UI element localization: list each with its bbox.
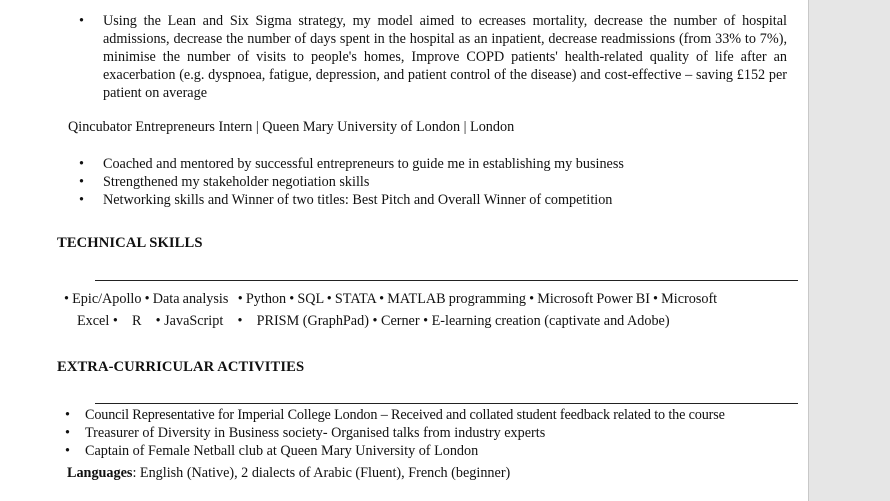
list-item: • Networking skills and Winner of two titles: Best Pitch and Overall Winner of competition [103, 191, 793, 209]
languages-value: : English (Native), 2 dialects of Arabic (Fluent), French (beginner) [132, 465, 511, 481]
extracurricular-heading: EXTRA-CURRICULAR ACTIVITIES [57, 359, 305, 375]
list-item: • Strengthened my stakeholder negotiation skills [103, 173, 793, 191]
technical-skills-line-2: Excel • R • JavaScript • PRISM (GraphPad) • Cerner • E-learning creation (captivate and Adobe) [77, 313, 670, 329]
technical-skills-line-1: • Epic/Apollo • Data analysis • Python • SQL • STATA • MATLAB programming • Microsoft Power BI • Microsoft [64, 291, 718, 307]
extracurricular-bullet-list [85, 406, 797, 460]
list-item: • Coached and mentored by successful entrepreneurs to guide me in establishing my business [103, 155, 793, 173]
list-item: • Captain of Female Netball club at Queen Mary University of London [85, 442, 797, 460]
languages-label: Languages [67, 465, 133, 481]
qincubator-bullet-list [103, 155, 793, 209]
list-item: • Council Representative for Imperial College London – Received and collated student feedback related to the course [85, 406, 797, 424]
lean-six-sigma-bullet-list [103, 12, 787, 102]
qincubator-job-title: Qincubator Entrepreneurs Intern | Queen Mary University of London | London [68, 119, 515, 135]
section-divider [95, 280, 798, 281]
list-item: • Using the Lean and Six Sigma strategy, my model aimed to ecreases mortality, decrease the number of hospital admissions, decrease the number of days spent in the hospital as an inpatient, decrease readmissions (from 33% to 7%), minimise the number of visits to people's homes, Improve COPD patients' health-related quality of life after an exacerbation (e.g. dyspnoea, fatigue, depression, and patient control of the disease) and cost-effective – saving £152 per patient on average [103, 12, 787, 102]
list-item: • Treasurer of Diversity in Business society- Organised talks from industry experts [85, 424, 797, 442]
technical-skills-heading: TECHNICAL SKILLS [57, 235, 203, 251]
languages-line [67, 464, 510, 482]
section-divider [95, 403, 798, 404]
